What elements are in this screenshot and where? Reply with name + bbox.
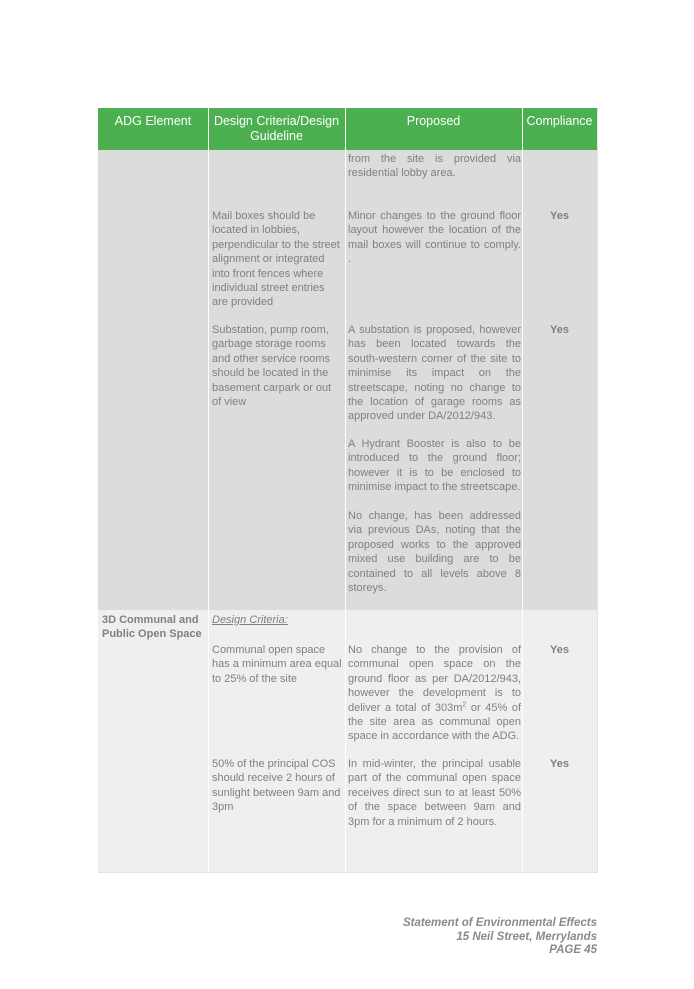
criteria-cell: Substation, pump room, garbage storage rooms and other service rooms should be located in the basement carpark or out of view: [212, 324, 332, 409]
proposed-cell: from the site is provided via residential lobby area.: [348, 153, 521, 180]
proposed-cell: Minor changes to the ground floor layout however the location of the mail boxes will continue to comply. .: [348, 210, 521, 266]
proposed-cell: No change, has been addressed via previous DAs, noting that the proposed works to the approved mixed use building are to be contained to all levels above 8 storeys.: [348, 510, 521, 595]
proposed-cell: [348, 643, 521, 744]
superscript: 2: [462, 700, 467, 708]
column-divider: [208, 108, 209, 872]
compliance-yes: Yes: [550, 324, 569, 336]
criteria-cell: Mail boxes should be located in lobbies, perpendicular to the street alignment or integrated into front fences where individual street entries are provided: [212, 210, 340, 309]
header-design-criteria: Design Criteria/Design Guideline: [213, 114, 340, 143]
footer-page-number: PAGE 45: [549, 944, 597, 956]
proposed-text-b: or 45% of the site area as communal open space in accordance with the ADG.: [348, 701, 521, 743]
footer-address: 15 Neil Street, Merrylands: [456, 930, 597, 943]
compliance-yes: Yes: [550, 210, 569, 222]
proposed-cell: In mid-winter, the principal usable part of the communal open space receives direct sun to at least 50% of the space between 9am and 3pm for a minimum of 2 hours.: [348, 758, 521, 828]
proposed-cell: A Hydrant Booster is also to be introduced to the ground floor; however it is to be enclosed to minimise impact to the streetscape.: [348, 438, 521, 494]
header-proposed: Proposed: [406, 114, 461, 128]
design-criteria-heading: Design Criteria:: [212, 614, 288, 626]
compliance-yes: Yes: [550, 644, 569, 656]
adg-element-cell: 3D Communal and Public Open Space: [102, 614, 202, 641]
footer-document-title: Statement of Environmental Effects: [402, 917, 597, 929]
criteria-cell: 50% of the principal COS should receive 2 hours of sunlight between 9am and 3pm: [212, 758, 341, 814]
proposed-cell: A substation is proposed, however has been located towards the south-western corner of the site to minimise its impact on the streetscape, noting no change to the location of garage rooms as approved under DA/2012/943.: [348, 324, 521, 423]
proposed-text-a: No change to the provision of communal open space on the ground floor as per DA/2012/943, however the development is to deliver a total of 303m: [348, 644, 521, 714]
adg-compliance-table: [98, 108, 598, 873]
header-adg-element: ADG Element: [114, 114, 192, 128]
header-compliance: Compliance: [526, 114, 593, 128]
compliance-yes: Yes: [550, 758, 569, 770]
page-footer: [403, 917, 597, 958]
criteria-cell: Communal open space has a minimum area equal to 25% of the site: [212, 644, 342, 685]
column-divider: [345, 108, 346, 872]
